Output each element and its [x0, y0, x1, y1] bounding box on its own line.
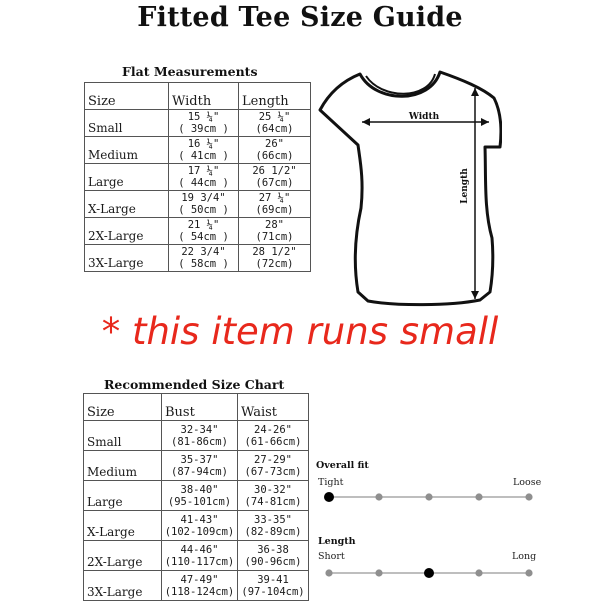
waist-cell — [238, 571, 309, 601]
waist-cell — [238, 481, 309, 511]
waist-in: 36-38 — [257, 543, 289, 556]
waist-in: 30-32" — [254, 483, 292, 496]
bust-cm: (110-117cm) — [164, 555, 235, 568]
flat-measurements-caption: Flat Measurements — [122, 64, 258, 79]
width-in: 15 ¼" — [187, 111, 220, 123]
width-cell — [169, 245, 239, 272]
recommended-header-waist: Waist — [238, 394, 309, 421]
length-in: 26" — [265, 138, 284, 150]
page-title: Fitted Tee Size Guide — [137, 2, 463, 33]
width-in: 16 ¼" — [187, 138, 220, 150]
flat-header-size: Size — [85, 83, 169, 110]
length-cell — [239, 164, 311, 191]
width-cm: ( 50cm ) — [178, 204, 229, 216]
length-cell — [239, 191, 311, 218]
overall-fit-right-label: Loose — [513, 477, 542, 488]
waist-cm: (74-81cm) — [244, 495, 302, 508]
recommended-header-size: Size — [84, 394, 162, 421]
table-row — [85, 218, 311, 245]
size-cell: Large — [85, 164, 169, 191]
length-cell — [239, 137, 311, 164]
bust-cell — [162, 451, 238, 481]
table-row — [85, 191, 311, 218]
length-right-label: Long — [512, 551, 537, 562]
width-cell — [169, 164, 239, 191]
size-cell: 2X-Large — [85, 218, 169, 245]
overall-fit-selected-dot — [324, 492, 334, 502]
bust-cm: (102-109cm) — [164, 525, 235, 538]
waist-cell — [238, 421, 309, 451]
overall-fit-dot — [525, 493, 532, 500]
length-dot — [325, 569, 332, 576]
length-selected-dot — [424, 568, 434, 578]
bust-in: 41-43" — [180, 513, 219, 526]
overall-fit-dot — [475, 493, 482, 500]
width-cm: ( 41cm ) — [178, 150, 229, 162]
flat-header-length: Length — [239, 83, 311, 110]
width-cell — [169, 110, 239, 137]
waist-cm: (97-104cm) — [241, 585, 305, 598]
runs-small-note: * this item runs small — [101, 310, 499, 353]
length-cell — [239, 218, 311, 245]
width-label: Width — [408, 112, 440, 122]
bust-in: 38-40" — [180, 483, 219, 496]
length-cm: (72cm) — [255, 258, 294, 270]
width-arrowhead-right-icon — [481, 118, 489, 126]
bust-in: 44-46" — [180, 543, 219, 556]
overall-fit-title: Overall fit — [316, 460, 369, 471]
size-cell: Large — [84, 481, 162, 511]
bust-cell — [162, 571, 238, 601]
recommended-size-caption: Recommended Size Chart — [104, 377, 285, 392]
tshirt-outline — [320, 72, 501, 305]
bust-in: 47-49" — [180, 573, 219, 586]
length-in: 26 1/2" — [252, 165, 297, 177]
size-cell: Medium — [84, 451, 162, 481]
width-cm: ( 58cm ) — [178, 258, 229, 270]
size-cell: 2X-Large — [84, 541, 162, 571]
bust-cell — [162, 421, 238, 451]
waist-cm: (67-73cm) — [244, 465, 302, 478]
table-row — [84, 481, 309, 511]
bust-cm: (95-101cm) — [167, 495, 232, 508]
size-cell: X-Large — [85, 191, 169, 218]
bust-cell — [162, 541, 238, 571]
length-cell — [239, 110, 311, 137]
table-row — [84, 421, 309, 451]
length-cm: (64cm) — [255, 123, 294, 135]
waist-in: 33-35" — [254, 513, 292, 526]
size-cell: Small — [84, 421, 162, 451]
length-in: 28" — [265, 219, 284, 231]
overall-fit-dot — [425, 493, 432, 500]
bust-cell — [162, 481, 238, 511]
length-cell — [239, 245, 311, 272]
waist-cm: (90-96cm) — [244, 555, 302, 568]
width-in: 22 3/4" — [181, 246, 226, 258]
table-row — [85, 164, 311, 191]
overall-fit-dot — [375, 493, 382, 500]
length-dot — [525, 569, 532, 576]
waist-cell — [238, 451, 309, 481]
waist-in: 27-29" — [254, 453, 292, 466]
length-cm: (66cm) — [255, 150, 294, 162]
length-arrowhead-bottom-icon — [471, 291, 479, 299]
bust-in: 35-37" — [180, 453, 219, 466]
length-title: Length — [318, 536, 356, 547]
table-row — [84, 511, 309, 541]
flat-header-row — [85, 83, 311, 110]
waist-cm: (61-66cm) — [244, 435, 302, 448]
waist-cell — [238, 541, 309, 571]
recommended-header-bust: Bust — [162, 394, 238, 421]
length-left-label: Short — [318, 551, 345, 562]
table-row — [85, 110, 311, 137]
overall-fit-left-label: Tight — [318, 477, 344, 488]
size-cell: 3X-Large — [85, 245, 169, 272]
width-arrowhead-left-icon — [362, 118, 370, 126]
width-cell — [169, 137, 239, 164]
length-dot — [475, 569, 482, 576]
bust-cm: (81-86cm) — [171, 435, 228, 448]
length-dot — [375, 569, 382, 576]
recommended-size-table — [83, 393, 309, 601]
size-cell: X-Large — [84, 511, 162, 541]
overall-fit-scale — [318, 490, 540, 504]
length-cm: (67cm) — [255, 177, 294, 189]
width-cell — [169, 218, 239, 245]
width-cm: ( 44cm ) — [178, 177, 229, 189]
flat-header-width: Width — [169, 83, 239, 110]
size-cell: 3X-Large — [84, 571, 162, 601]
size-cell: Small — [85, 110, 169, 137]
length-label: Length — [460, 168, 470, 204]
waist-cm: (82-89cm) — [244, 525, 302, 538]
length-scale — [318, 566, 540, 580]
width-cm: ( 39cm ) — [178, 123, 229, 135]
bust-cell — [162, 511, 238, 541]
table-row — [85, 137, 311, 164]
length-in: 25 ¼" — [258, 111, 291, 123]
width-cell — [169, 191, 239, 218]
flat-measurements-table — [84, 82, 311, 272]
waist-in: 24-26" — [254, 423, 292, 436]
length-cm: (69cm) — [255, 204, 294, 216]
width-in: 17 ¼" — [187, 165, 220, 177]
width-in: 21 ¼" — [187, 219, 220, 231]
bust-cm: (87-94cm) — [171, 465, 228, 478]
bust-cm: (118-124cm) — [164, 585, 235, 598]
bust-in: 32-34" — [180, 423, 219, 436]
waist-cell — [238, 511, 309, 541]
table-row — [84, 571, 309, 601]
table-row — [84, 451, 309, 481]
length-in: 27 ¼" — [258, 192, 291, 204]
recommended-header-row — [84, 394, 309, 421]
table-row — [84, 541, 309, 571]
waist-in: 39-41 — [257, 573, 289, 586]
tshirt-diagram — [312, 60, 502, 308]
width-in: 19 3/4" — [181, 192, 226, 204]
table-row — [85, 245, 311, 272]
length-cm: (71cm) — [255, 231, 294, 243]
width-cm: ( 54cm ) — [178, 231, 229, 243]
size-cell: Medium — [85, 137, 169, 164]
length-in: 28 1/2" — [252, 246, 297, 258]
